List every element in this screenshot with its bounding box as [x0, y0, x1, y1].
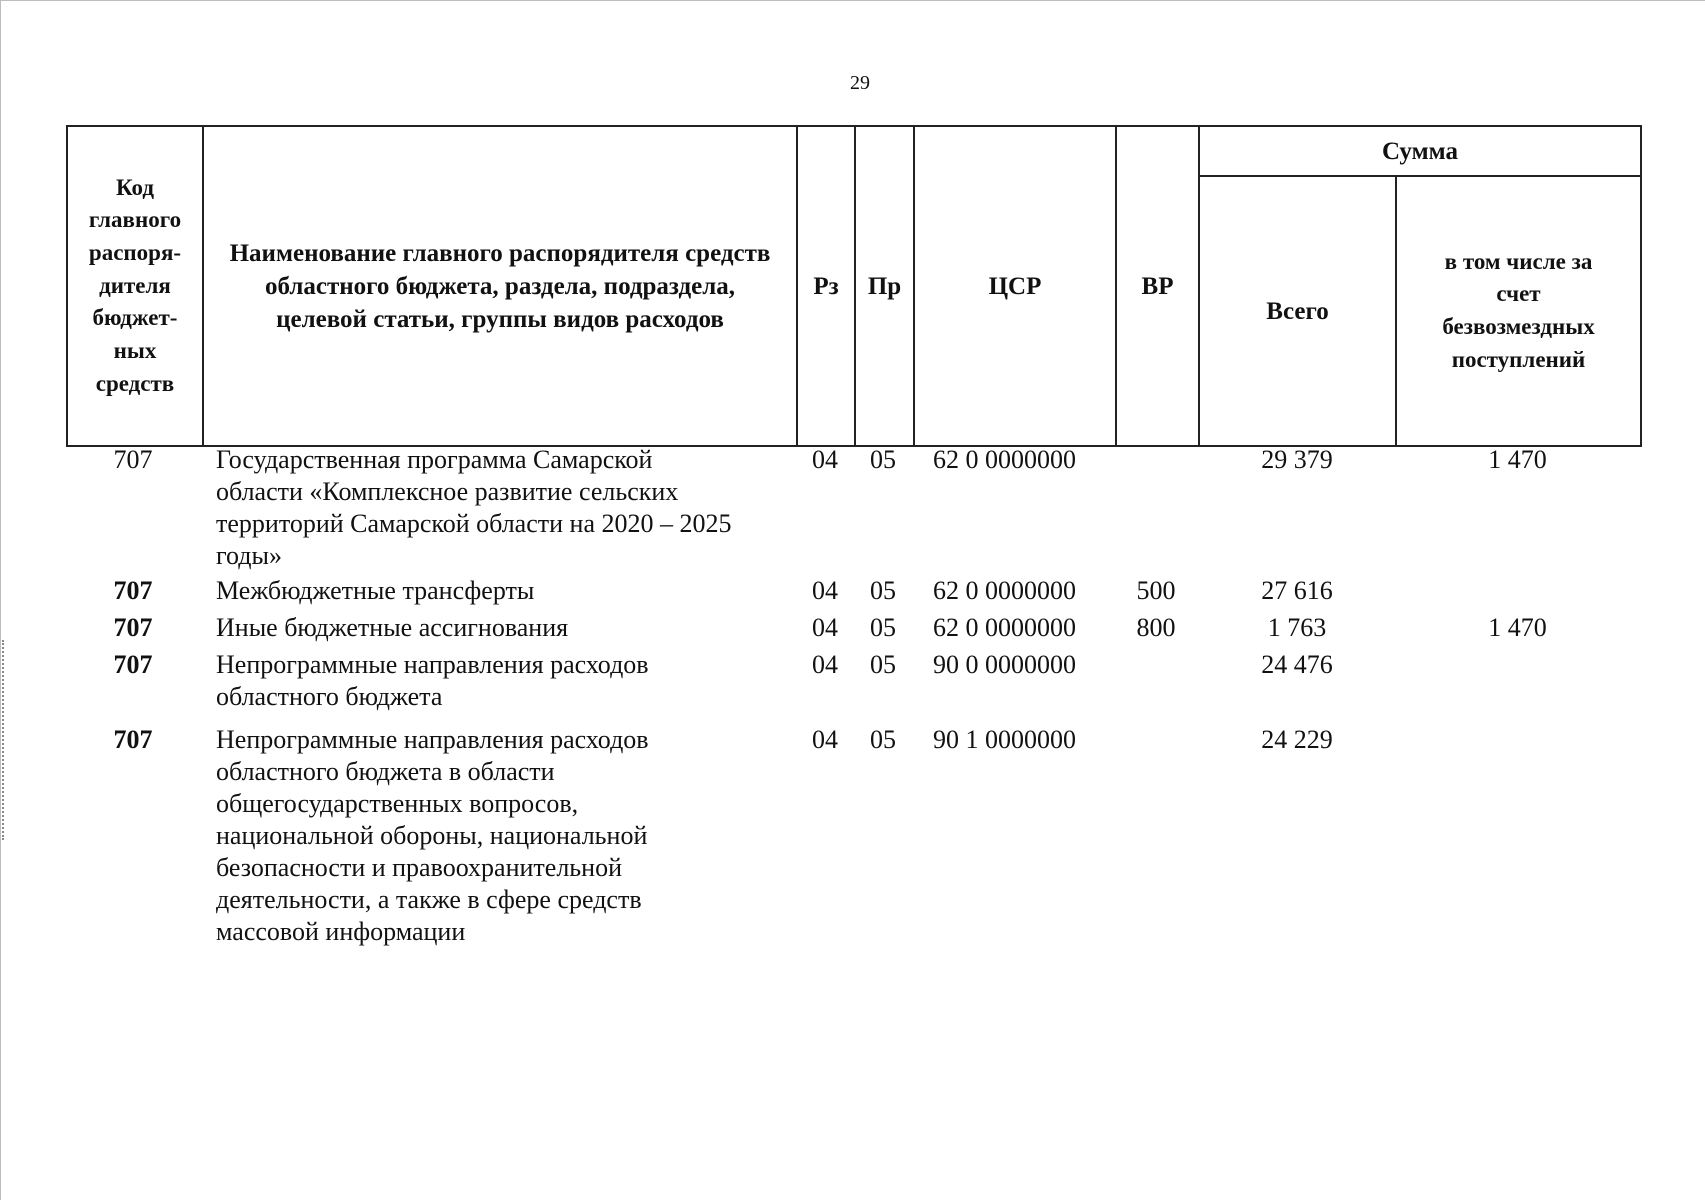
- row-csr: 90 1 0000000: [933, 725, 1076, 754]
- row-free: 1 470: [1488, 445, 1547, 474]
- row-pr: 05: [870, 445, 896, 474]
- scan-margin-noise: [2, 640, 10, 840]
- row-rz: 04: [812, 650, 838, 679]
- header-rz: Рз: [797, 126, 855, 446]
- row-csr: 62 0 0000000: [933, 445, 1076, 474]
- row-vr: 500: [1136, 576, 1176, 605]
- header-pr: Пр: [855, 126, 914, 446]
- row-total: 24 476: [1261, 650, 1333, 679]
- row-code: 707: [113, 613, 153, 642]
- row-pr: 05: [870, 576, 896, 605]
- row-name: Непрограммные направления расходов областного бюджета в области общегосударственных вопросов, национальной обороны, национальной безопасности и правоохранительной деятельности, а также в сфере средств массовой информации: [216, 725, 649, 946]
- row-name: Государственная программа Самарской области «Комплексное развитие сельских территорий Самарской области на 2020 – 2025 годы»: [216, 445, 732, 570]
- row-rz: 04: [812, 576, 838, 605]
- row-free: 1 470: [1488, 613, 1547, 642]
- header-vr: ВР: [1116, 126, 1199, 446]
- row-csr: 62 0 0000000: [933, 576, 1076, 605]
- row-pr: 05: [870, 725, 896, 754]
- row-name: Иные бюджетные ассигнования: [216, 613, 569, 642]
- row-name: Непрограммные направления расходов областного бюджета: [216, 650, 649, 711]
- row-csr: 62 0 0000000: [933, 613, 1076, 642]
- row-rz: 04: [812, 445, 838, 474]
- row-pr: 05: [870, 613, 896, 642]
- header-sum: Сумма: [1199, 126, 1641, 176]
- row-rz: 04: [812, 725, 838, 754]
- row-vr: 800: [1136, 613, 1176, 642]
- row-code: 707: [113, 445, 153, 474]
- row-code: 707: [113, 650, 153, 679]
- row-total: 27 616: [1261, 576, 1333, 605]
- row-pr: 05: [870, 650, 896, 679]
- header-name: Наименование главного распорядителя средств областного бюджета, раздела, подраздела, целевой статьи, группы видов расходов: [203, 126, 797, 446]
- row-total: 29 379: [1261, 445, 1333, 474]
- row-code: 707: [113, 576, 153, 605]
- row-csr: 90 0 0000000: [933, 650, 1076, 679]
- header-csr: ЦСР: [914, 126, 1116, 446]
- row-rz: 04: [812, 613, 838, 642]
- scan-edge-top: [0, 0, 1705, 1]
- row-total: 1 763: [1267, 613, 1327, 642]
- row-name: Межбюджетные трансферты: [216, 576, 535, 605]
- header-code: Код главного распоря-дителя бюджет-ных средств: [67, 126, 203, 446]
- row-code: 707: [113, 725, 153, 754]
- table-header: [66, 125, 1642, 447]
- page-number: 29: [850, 72, 870, 94]
- row-total: 24 229: [1261, 725, 1333, 754]
- scan-edge-left: [0, 0, 1, 1200]
- header-free: в том числе за счет безвозмездных поступлений: [1396, 176, 1641, 446]
- header-total: Всего: [1199, 176, 1396, 446]
